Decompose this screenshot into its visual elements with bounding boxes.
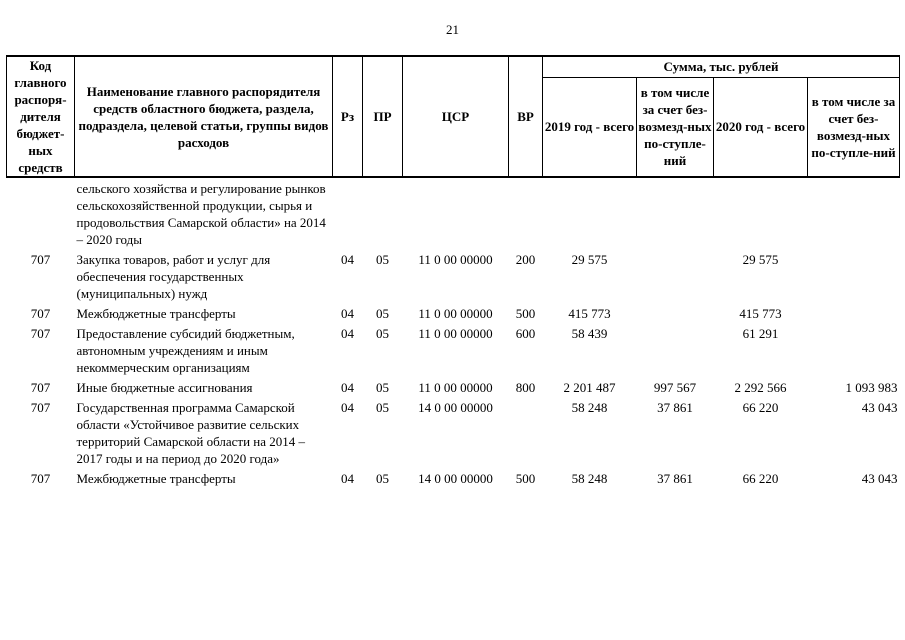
cell-pr: 05	[376, 380, 389, 395]
cell-2019-total: 58 248	[571, 471, 608, 486]
budget-table	[6, 55, 900, 490]
cell-csr: 11 0 00 00000	[418, 252, 493, 267]
cell-vr	[509, 399, 543, 470]
cell-pr: 05	[376, 306, 389, 321]
header-vr: ВР	[509, 56, 543, 177]
cell-2019-grant: 37 861	[657, 471, 693, 486]
cell-2020-total: 61 291	[742, 326, 779, 341]
header-name: Наименование главного распорядителя средств областного бюджета, раздела, подраздела, целевой статьи, группы видов расходов	[75, 56, 333, 177]
cell-vr	[509, 180, 543, 251]
cell-code: 707	[30, 326, 51, 341]
cell-vr: 800	[515, 380, 536, 395]
cell-2019-grant: 997 567	[653, 380, 697, 395]
header-sum: Сумма, тыс. рублей	[543, 56, 900, 77]
cell-rz: 04	[341, 400, 354, 415]
cell-rz: 04	[341, 471, 354, 486]
cell-rz: 04	[341, 380, 354, 395]
cell-csr: 11 0 00 00000	[418, 326, 493, 341]
header-code: Код главного распоря-дителя бюджет-ных средств	[7, 56, 75, 177]
cell-2019-grant	[637, 305, 714, 325]
header-2020-grant: в том числе за счет без-возмезд-ных по-ступле-ний	[808, 77, 900, 177]
cell-2020-grant	[808, 180, 900, 251]
cell-2019-total: 29 575	[571, 252, 608, 267]
cell-2020-grant: 43 043	[861, 471, 898, 486]
cell-rz	[333, 180, 363, 251]
cell-code: 707	[30, 471, 51, 486]
header-rz: Рз	[333, 56, 363, 177]
cell-2020-grant: 43 043	[861, 400, 898, 415]
cell-rz: 04	[341, 306, 354, 321]
cell-2020-total: 415 773	[739, 306, 782, 321]
header-2019-grant: в том числе за счет без-возмезд-ных по-ступле-ний	[637, 77, 714, 177]
header-2020-total: 2020 год - всего	[714, 77, 808, 177]
cell-2020-total: 29 575	[742, 252, 779, 267]
cell-2020-grant: 1 093 983	[845, 380, 898, 395]
cell-2020-grant	[808, 325, 900, 379]
cell-vr: 600	[515, 326, 536, 341]
cell-vr: 200	[515, 252, 536, 267]
cell-2019-grant: 37 861	[657, 400, 693, 415]
cell-2019-grant	[637, 251, 714, 305]
cell-rz: 04	[341, 252, 354, 267]
header-pr: ПР	[363, 56, 403, 177]
cell-vr: 500	[515, 306, 536, 321]
cell-name: Межбюджетные трансферты	[76, 306, 236, 321]
cell-2019-total: 58 248	[571, 400, 608, 415]
cell-pr: 05	[376, 400, 389, 415]
cell-code: 707	[30, 252, 51, 267]
cell-2019-total: 415 773	[568, 306, 611, 321]
table-row	[7, 399, 900, 470]
cell-pr: 05	[376, 471, 389, 486]
cell-rz: 04	[341, 326, 354, 341]
page-number: 21	[446, 22, 459, 37]
header-csr: ЦСР	[403, 56, 509, 177]
cell-2019-grant	[637, 180, 714, 251]
cell-csr: 14 0 00 00000	[418, 400, 493, 415]
cell-name: Закупка товаров, работ и услуг для обеспечения государственных (муниципальных) нужд	[76, 252, 271, 301]
cell-code: 707	[30, 380, 51, 395]
cell-2019-total	[543, 180, 637, 251]
table-row	[7, 325, 900, 379]
table-header	[7, 56, 900, 177]
cell-2020-grant	[808, 251, 900, 305]
cell-2019-grant	[637, 325, 714, 379]
cell-csr: 11 0 00 00000	[418, 306, 493, 321]
cell-2019-total: 58 439	[571, 326, 608, 341]
cell-code: 707	[30, 400, 51, 415]
cell-name: Иные бюджетные ассигнования	[76, 380, 253, 395]
cell-pr	[363, 180, 403, 251]
table-row	[7, 180, 900, 251]
cell-2019-total: 2 201 487	[563, 380, 616, 395]
table-row	[7, 251, 900, 305]
table-body	[7, 177, 900, 490]
cell-2020-total: 2 292 566	[734, 380, 787, 395]
cell-name: Государственная программа Самарской области «Устойчивое развитие сельских территорий Самарской области на 2014 – 2017 годы и на период до 2020 года»	[76, 400, 305, 466]
header-2019-total: 2019 год - всего	[543, 77, 637, 177]
cell-name: Межбюджетные трансферты	[76, 471, 236, 486]
cell-name: сельского хозяйства и регулирование рынков сельскохозяйственной продукции, сырья и продовольствия Самарской области» на 2014 – 2020 годы	[76, 181, 326, 247]
table-row	[7, 470, 900, 490]
table-row	[7, 379, 900, 399]
table-row	[7, 305, 900, 325]
cell-csr: 14 0 00 00000	[418, 471, 493, 486]
cell-pr: 05	[376, 252, 389, 267]
cell-2020-grant	[808, 305, 900, 325]
cell-2020-total: 66 220	[742, 400, 779, 415]
cell-2020-total: 66 220	[742, 471, 779, 486]
cell-csr	[403, 180, 509, 251]
cell-vr: 500	[515, 471, 536, 486]
cell-2020-total	[714, 180, 808, 251]
cell-code	[7, 180, 75, 251]
cell-name: Предоставление субсидий бюджетным, автономным учреждениям и иным некоммерческим организациям	[76, 326, 295, 375]
cell-csr: 11 0 00 00000	[418, 380, 493, 395]
cell-code: 707	[30, 306, 51, 321]
cell-pr: 05	[376, 326, 389, 341]
